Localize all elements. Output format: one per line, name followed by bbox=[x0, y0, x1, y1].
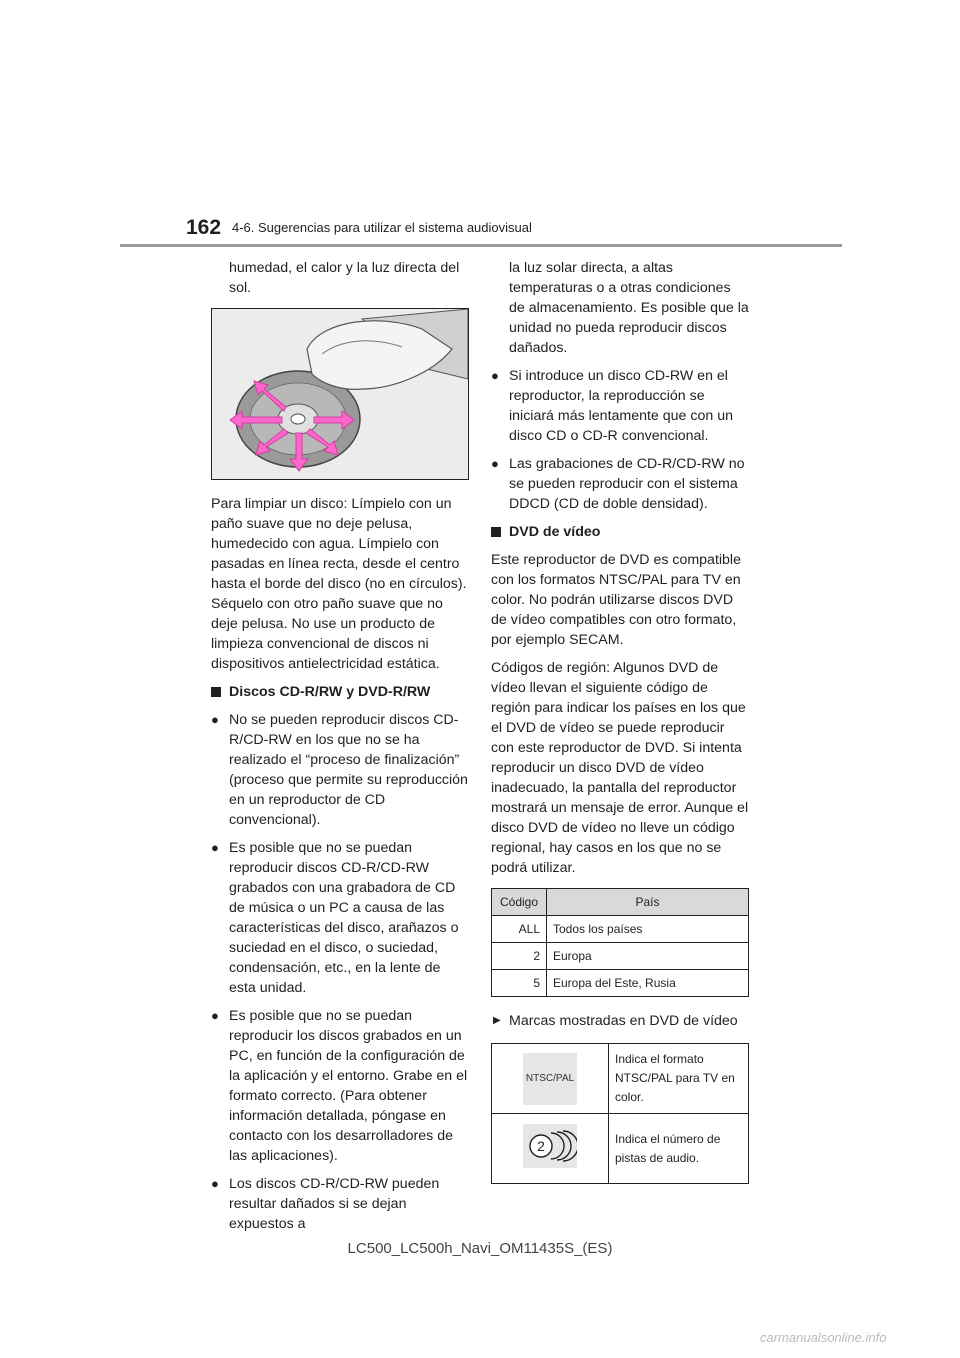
bullet-icon: ● bbox=[211, 840, 219, 855]
triangle-bullet-icon: ▶ bbox=[493, 1015, 501, 1026]
section-title: 4-6. Sugerencias para utilizar el sistema audiovisual bbox=[232, 220, 532, 235]
heading-cdr: Discos CD-R/RW y DVD-R/RW bbox=[211, 682, 469, 702]
table-header-country: País bbox=[547, 889, 749, 916]
list-item: ● Es posible que no se puedan reproducir discos CD-R/CD-RW grabados con una grabadora de CD de música o un PC a causa de las características del disco, arañazos o suciedad en el disco, o suciedad, condensación, etc., en la lente de esta unidad. bbox=[211, 840, 459, 996]
marks-heading: ▶ Marcas mostradas en DVD de vídeo bbox=[493, 1013, 738, 1029]
list-item: ● Es posible que no se puedan reproducir los discos grabados en un PC, en función de la configuración de la aplicación y el entorno. Grabe en el formato correcto. (Para obtener información detallada, póngase en contacto con los desarrolladores de las aplicaciones). bbox=[211, 1008, 468, 1164]
audio-track-count: 2 bbox=[537, 1137, 545, 1154]
header-rule bbox=[120, 244, 842, 247]
document-id: LC500_LC500h_Navi_OM11435S_(ES) bbox=[347, 1240, 613, 1257]
intro-text: humedad, el calor y la luz directa del sol. bbox=[229, 260, 460, 296]
bullet-icon: ● bbox=[491, 368, 499, 383]
list-item: ● Si introduce un disco CD-RW en el reproductor, la reproducción se iniciará más lentamente que con un disco CD o CD-R convencional. bbox=[491, 368, 733, 444]
table-row: NTSC/PAL Indica el formato NTSC/PAL para TV en color. bbox=[492, 1044, 749, 1114]
watermark-site: carmanualsonline.info bbox=[760, 1330, 887, 1345]
bullet-icon: ● bbox=[211, 712, 219, 727]
square-bullet-icon bbox=[211, 687, 221, 697]
ntsc-pal-icon: NTSC/PAL bbox=[523, 1053, 577, 1105]
right-column bbox=[491, 258, 749, 1184]
list-item: ● No se pueden reproducir discos CD-R/CD-RW en los que no se ha realizado el “proceso de finalización” (proceso que permite su reproducción en un reproductor de CD convencional). bbox=[211, 712, 468, 828]
left-column bbox=[211, 258, 469, 1242]
table-row: 5 Europa del Este, Rusia bbox=[492, 970, 749, 997]
table-row: 2 Indica el número de pistas de audio. bbox=[492, 1114, 749, 1184]
bullet-icon: ● bbox=[211, 1008, 219, 1023]
list-item: ● Los discos CD-R/CD-RW pueden resultar dañados si se dejan expuestos a bbox=[211, 1176, 440, 1232]
table-row: ALL Todos los países bbox=[492, 916, 749, 943]
cleaning-text: Para limpiar un disco: Límpielo con un paño suave que no deje pelusa, humedecido con agua. Límpielo con pasadas en línea recta, desde el centro hasta el borde del disco (no en círculos). Séquelo con otro paño suave que no deje pelusa. No use un producto de limpieza convencional de discos ni dispositivos antielectricidad estática. bbox=[211, 496, 467, 672]
dvd-text: Este reproductor de DVD es compatible con los formatos NTSC/PAL para TV en color. No podrán utilizarse discos DVD de vídeo compatibles con otro formato, por ejemplo SECAM. bbox=[491, 552, 741, 648]
square-bullet-icon bbox=[491, 527, 501, 537]
page-number: 162 bbox=[186, 216, 222, 239]
heading-dvd: DVD de vídeo bbox=[491, 522, 749, 542]
bullet-icon: ● bbox=[491, 456, 499, 471]
continued-text: la luz solar directa, a altas temperaturas o a otras condiciones de almacenamiento. Es posible que la unidad no pueda reproducir discos dañados. bbox=[509, 260, 749, 356]
region-code-table bbox=[491, 888, 749, 997]
marks-table bbox=[491, 1043, 749, 1184]
bullet-icon: ● bbox=[211, 1176, 219, 1191]
disc-cleaning-figure bbox=[211, 308, 469, 480]
list-item: ● Las grabaciones de CD-R/CD-RW no se pueden reproducir con el sistema DDCD (CD de doble densidad). bbox=[491, 456, 745, 512]
table-header-code: Código bbox=[492, 889, 547, 916]
audio-tracks-icon bbox=[523, 1124, 577, 1168]
table-row: 2 Europa bbox=[492, 943, 749, 970]
region-text: Códigos de región: Algunos DVD de vídeo llevan el siguiente código de región para indicar los países en los que el DVD de vídeo se puede reproducir con este reproductor de DVD. Si intenta reproducir un disco DVD de vídeo inadecuado, la pantalla del reproductor mostrará un mensaje de error. Aunque el disco DVD de vídeo no lleve un código regional, hay casos en los que no se podrá utilizar. bbox=[491, 660, 749, 876]
